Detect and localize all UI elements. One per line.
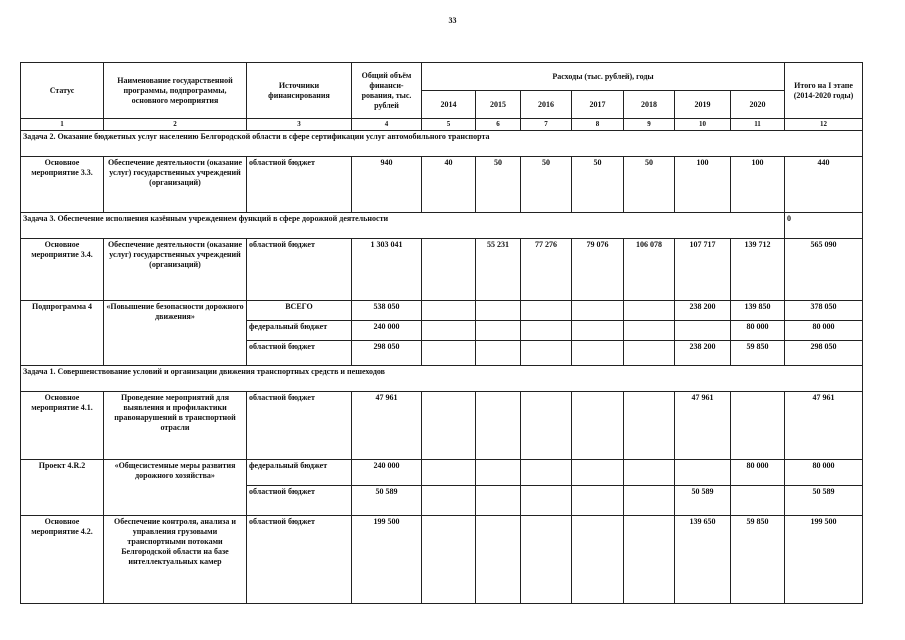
- year-cell: [675, 321, 731, 341]
- column-number: 7: [521, 119, 572, 131]
- header-source: Источники финансирования: [247, 63, 352, 119]
- source-cell: федеральный бюджет: [247, 321, 352, 341]
- column-number: 10: [675, 119, 731, 131]
- year-cell: 50: [572, 157, 624, 213]
- name-cell: «Общесистемные меры развития дорожного хозяйства»: [104, 460, 247, 516]
- status-cell: Подпрограмма 4: [21, 301, 104, 366]
- result-cell: 80 000: [785, 460, 863, 486]
- name-cell: Обеспечение деятельности (оказание услуг) государственных учреждений (организаций): [104, 157, 247, 213]
- status-cell: Основное мероприятие 4.2.: [21, 516, 104, 604]
- header-year: 2018: [624, 91, 675, 119]
- year-cell: 50: [624, 157, 675, 213]
- year-cell: 107 717: [675, 239, 731, 301]
- year-cell: [731, 392, 785, 460]
- year-cell: 139 712: [731, 239, 785, 301]
- financing-table: [20, 62, 863, 604]
- task-3-title: Задача 3. Обеспечение исполнения казённым учреждением функций в сфере дорожной деятельности: [21, 213, 785, 239]
- source-cell: областной бюджет: [247, 157, 352, 213]
- header-total: Общий объём финанси- рования, тыс. рублей: [352, 63, 422, 119]
- header-expenses: Расходы (тыс. рублей), годы: [422, 63, 785, 91]
- total-cell: 199 500: [352, 516, 422, 604]
- header-year: 2016: [521, 91, 572, 119]
- source-cell: федеральный бюджет: [247, 460, 352, 486]
- name-cell: Обеспечение контроля, анализа и управления грузовыми транспортными потоками Белгородской области на базе интеллектуальных камер: [104, 516, 247, 604]
- year-cell: 55 231: [476, 239, 521, 301]
- status-cell: Основное мероприятие 4.1.: [21, 392, 104, 460]
- result-cell: 199 500: [785, 516, 863, 604]
- year-cell: 59 850: [731, 516, 785, 604]
- header-name: Наименование государственной программы, подпрограммы, основного мероприятия: [104, 63, 247, 119]
- column-number: 8: [572, 119, 624, 131]
- header-status: Статус: [21, 63, 104, 119]
- status-cell: Проект 4.R.2: [21, 460, 104, 516]
- year-cell: 80 000: [731, 460, 785, 486]
- column-number: 5: [422, 119, 476, 131]
- header-result: Итого на I этапе (2014-2020 годы): [785, 63, 863, 119]
- status-cell: Основное мероприятие 3.4.: [21, 239, 104, 301]
- column-number: 1: [21, 119, 104, 131]
- source-cell: областной бюджет: [247, 486, 352, 516]
- column-number: 4: [352, 119, 422, 131]
- total-cell: 538 050: [352, 301, 422, 321]
- total-cell: 1 303 041: [352, 239, 422, 301]
- result-cell: 565 090: [785, 239, 863, 301]
- year-cell: 238 200: [675, 341, 731, 366]
- year-cell: 50: [521, 157, 572, 213]
- column-number: 12: [785, 119, 863, 131]
- column-number: 3: [247, 119, 352, 131]
- source-cell: областной бюджет: [247, 239, 352, 301]
- column-number: 9: [624, 119, 675, 131]
- source-cell: областной бюджет: [247, 392, 352, 460]
- source-cell: ВСЕГО: [247, 301, 352, 321]
- header-year: 2014: [422, 91, 476, 119]
- year-cell: 47 961: [675, 392, 731, 460]
- result-cell: 378 050: [785, 301, 863, 321]
- year-cell: 100: [675, 157, 731, 213]
- task-1-title: Задача 1. Совершенствование условий и организации движения транспортных средств и пешеходов: [21, 366, 863, 392]
- year-cell: [731, 486, 785, 516]
- year-cell: 50: [476, 157, 521, 213]
- total-cell: 940: [352, 157, 422, 213]
- total-cell: 47 961: [352, 392, 422, 460]
- year-cell: 77 276: [521, 239, 572, 301]
- result-cell: 0: [785, 213, 863, 239]
- year-cell: 50 589: [675, 486, 731, 516]
- year-cell: [422, 239, 476, 301]
- year-cell: 238 200: [675, 301, 731, 321]
- total-cell: 50 589: [352, 486, 422, 516]
- year-cell: 79 076: [572, 239, 624, 301]
- year-cell: 139 850: [731, 301, 785, 321]
- result-cell: 298 050: [785, 341, 863, 366]
- column-number: 11: [731, 119, 785, 131]
- name-cell: Проведение мероприятий для выявления и профилактики правонарушений в транспортной отрасли: [104, 392, 247, 460]
- year-cell: 100: [731, 157, 785, 213]
- name-cell: Обеспечение деятельности (оказание услуг) государственных учреждений (организаций): [104, 239, 247, 301]
- source-cell: областной бюджет: [247, 341, 352, 366]
- year-cell: 139 650: [675, 516, 731, 604]
- result-cell: 50 589: [785, 486, 863, 516]
- result-cell: 440: [785, 157, 863, 213]
- year-cell: 80 000: [731, 321, 785, 341]
- year-cell: 40: [422, 157, 476, 213]
- header-year: 2020: [731, 91, 785, 119]
- year-cell: [675, 460, 731, 486]
- total-cell: 240 000: [352, 460, 422, 486]
- task-2-title: Задача 2. Оказание бюджетных услуг населению Белгородской области в сфере сертификации услуг автомобильного транспорта: [21, 131, 863, 157]
- total-cell: 298 050: [352, 341, 422, 366]
- column-number: 2: [104, 119, 247, 131]
- result-cell: 80 000: [785, 321, 863, 341]
- header-year: 2017: [572, 91, 624, 119]
- result-cell: 47 961: [785, 392, 863, 460]
- name-cell: «Повышение безопасности дорожного движения»: [104, 301, 247, 366]
- header-year: 2015: [476, 91, 521, 119]
- column-number: 6: [476, 119, 521, 131]
- total-cell: 240 000: [352, 321, 422, 341]
- status-cell: Основное мероприятие 3.3.: [21, 157, 104, 213]
- page-number: 33: [448, 16, 457, 25]
- year-cell: 106 078: [624, 239, 675, 301]
- header-year: 2019: [675, 91, 731, 119]
- year-cell: 59 850: [731, 341, 785, 366]
- source-cell: областной бюджет: [247, 516, 352, 604]
